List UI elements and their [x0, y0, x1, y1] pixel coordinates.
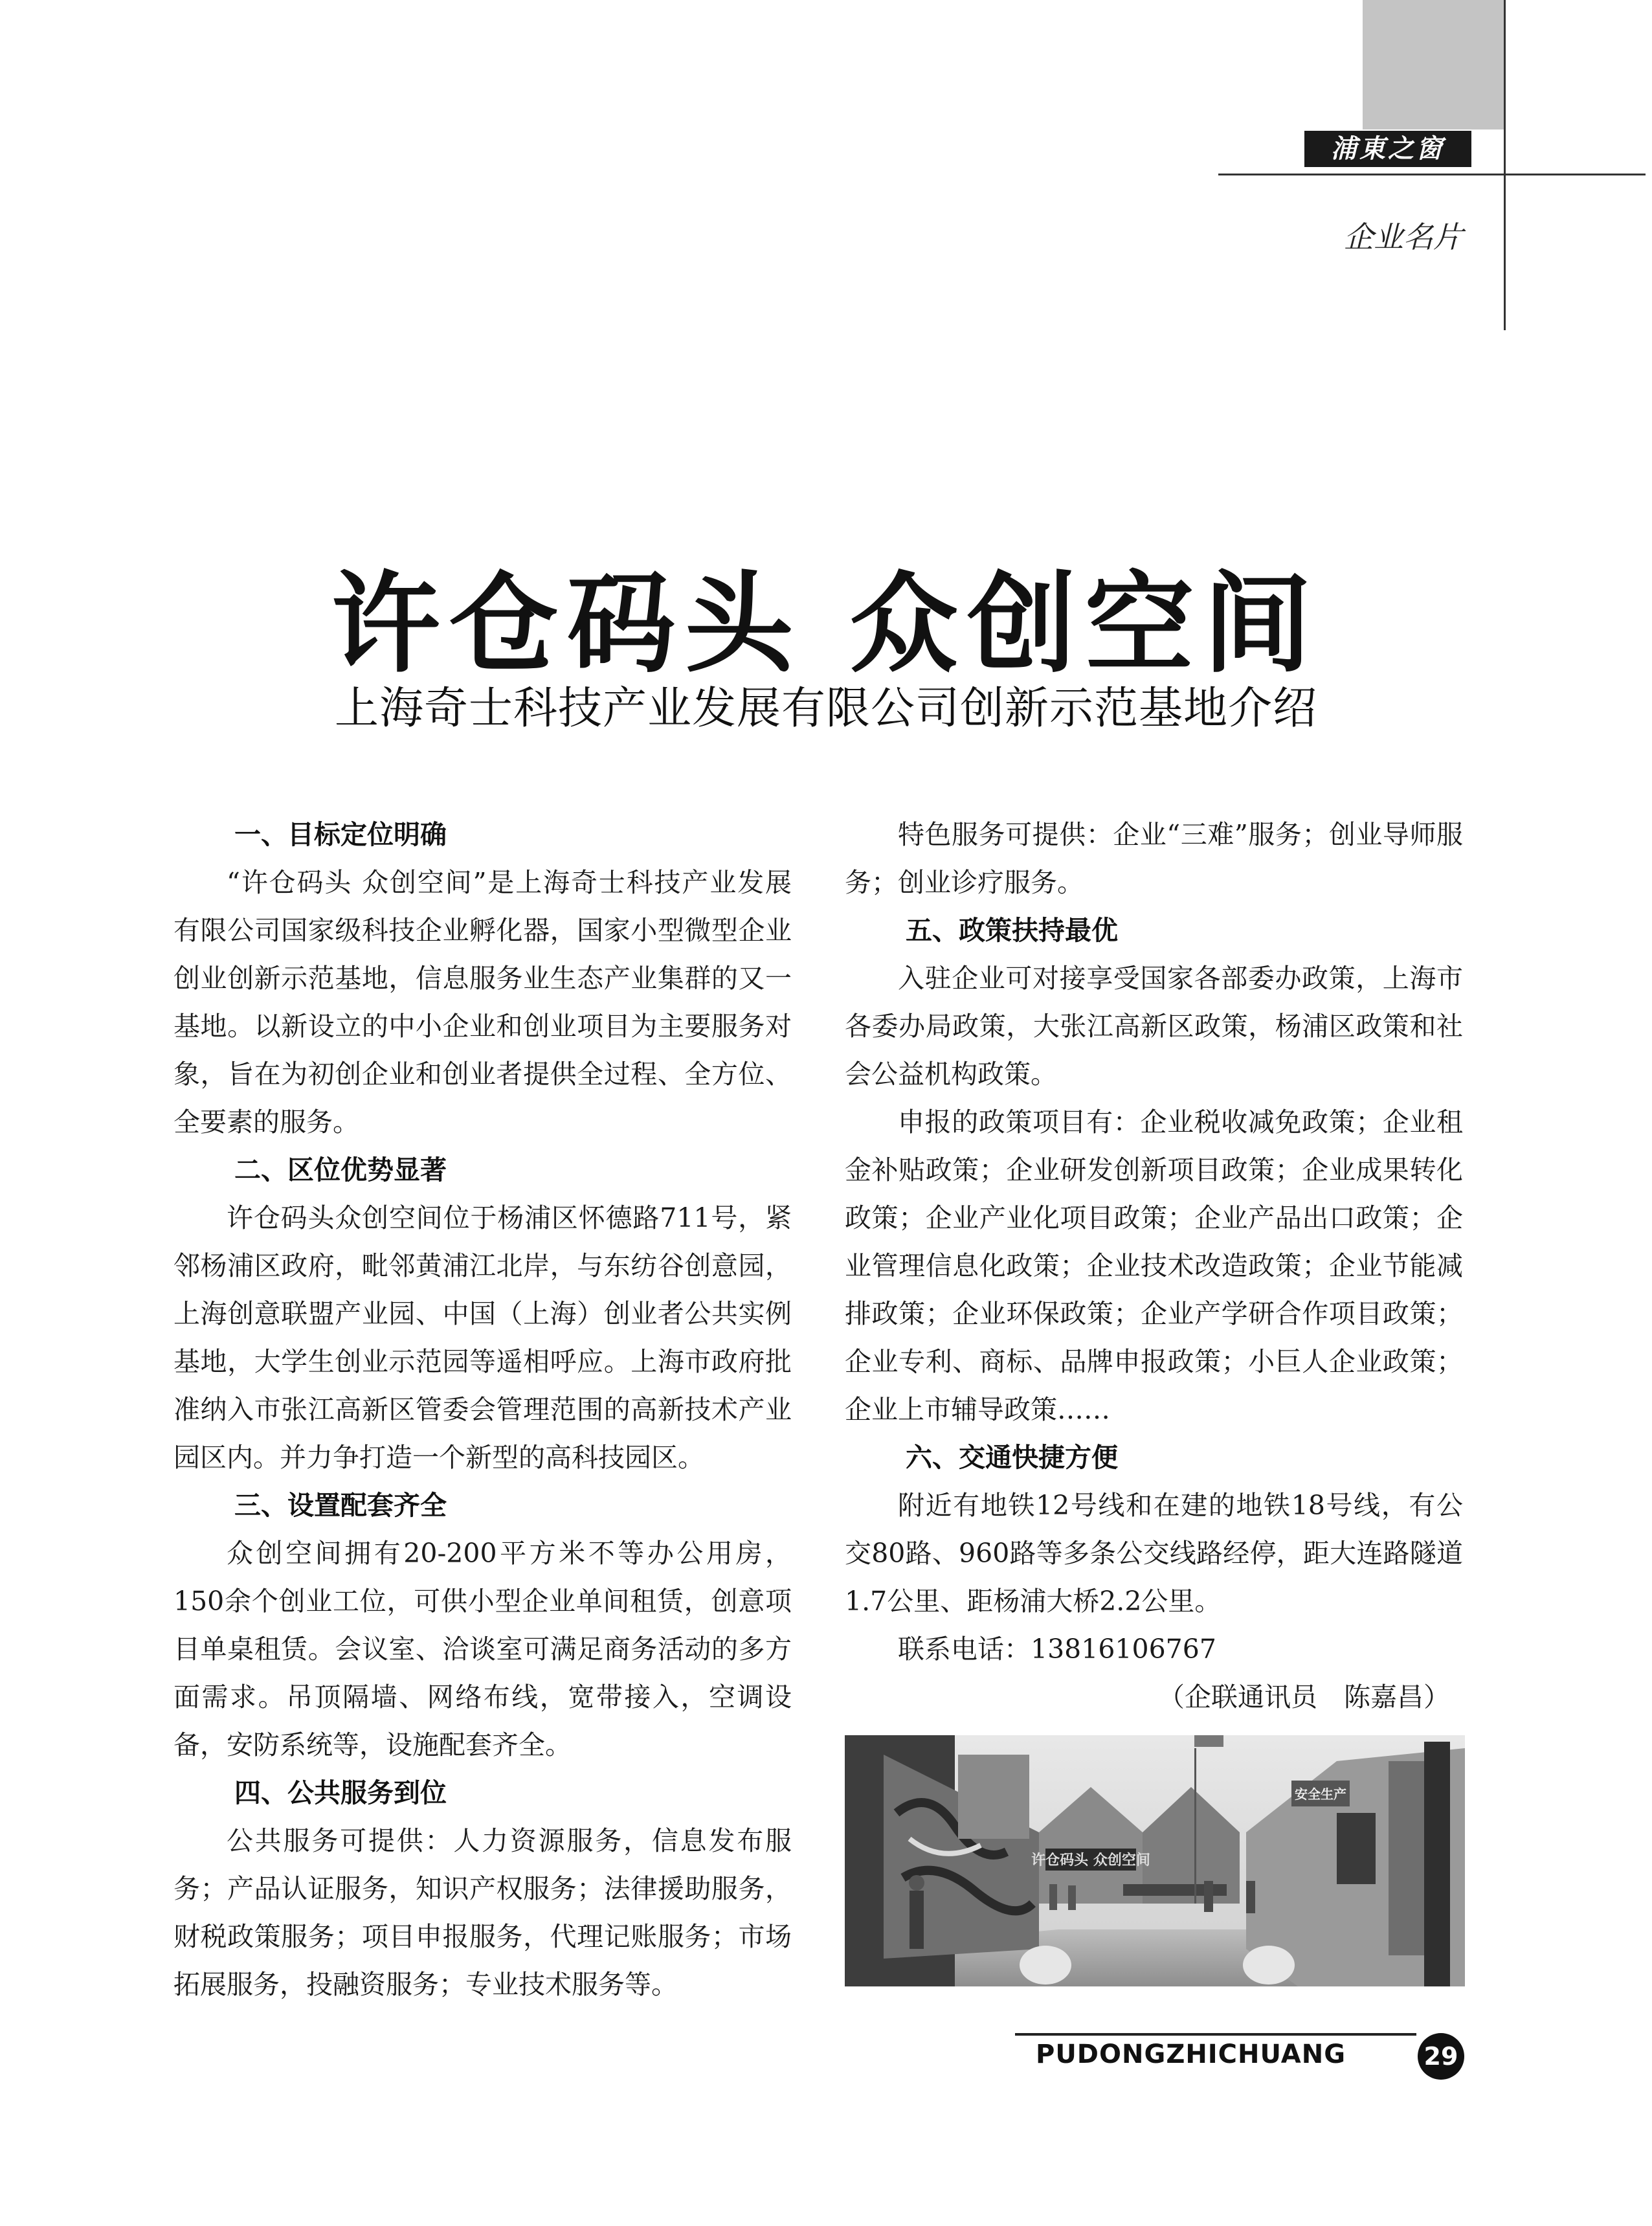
section-heading: 三、设置配套齐全: [234, 1490, 447, 1521]
left-column: [173, 811, 792, 2008]
article-subtitle: 上海奇士科技产业发展有限公司创新示范基地介绍: [334, 683, 1317, 734]
footer-rule: [1015, 2033, 1416, 2036]
section-heading: 二、区位优势显著: [234, 1154, 447, 1186]
photo-sign-text: 许仓码头 众创空间: [1031, 1852, 1150, 1869]
page-number: 29: [1418, 2033, 1464, 2080]
photo-wall-sign: 安全生产: [1295, 1786, 1346, 1802]
contact-phone: 联系电话：13816106767: [898, 1634, 1216, 1665]
body-paragraph: 众创空间拥有20-200平方米不等办公用房，150余个创业工位，可供小型企业单间租赁，创意项目单桌租赁。会议室、洽谈室可满足商务活动的多方面需求。吊顶隔墙、网络布线，宽带接入，空调设备，安防系统等，设施配套齐全。: [173, 1538, 792, 1760]
header-horizontal-rule: [1218, 174, 1646, 175]
section-heading: 五、政策扶持最优: [906, 915, 1118, 946]
body-paragraph: “许仓码头 众创空间”是上海奇士科技产业发展有限公司国家级科技企业孵化器，国家小型微型企业创业创新示范基地，信息服务业生态产业集群的又一基地。以新设立的中小企业和创业项目为主要服务对象，旨在为初创企业和创业者提供全过程、全方位、全要素的服务。: [173, 867, 792, 1138]
section-label: 企业名片: [1344, 219, 1463, 254]
body-paragraph: 特色服务可提供：企业“三难”服务；创业导师服务；创业诊疗服务。: [845, 819, 1463, 898]
section-heading: 四、公共服务到位: [234, 1777, 447, 1808]
section-heading: 一、目标定位明确: [234, 819, 447, 850]
header-gray-tab: [1363, 0, 1505, 129]
courtyard-photo: [845, 1735, 1465, 1986]
author-credit: （企联通讯员 陈嘉昌）: [1158, 1681, 1450, 1713]
header-vertical-rule: [1504, 0, 1506, 330]
body-paragraph: 申报的政策项目有：企业税收减免政策；企业租金补贴政策；企业研发创新项目政策；企业成果转化政策；企业产业化项目政策；企业产品出口政策；企业管理信息化政策；企业技术改造政策；企业节能减排政策；企业环保政策；企业产学研合作项目政策；企业专利、商标、品牌申报政策；小巨人企业政策；企业上市辅导政策……: [845, 1107, 1463, 1425]
magazine-logo: 浦東之窗: [1304, 131, 1471, 167]
section-heading: 六、交通快捷方便: [906, 1442, 1118, 1473]
right-column: [845, 811, 1463, 1721]
magazine-name: PUDONGZHICHUANG: [1036, 2040, 1346, 2069]
body-paragraph: 入驻企业可对接享受国家各部委办政策，上海市各委办局政策，大张江高新区政策，杨浦区政策和社会公益机构政策。: [845, 963, 1463, 1090]
body-paragraph: 附近有地铁12号线和在建的地铁18号线，有公交80路、960路等多条公交线路经停，距大连路隧道1.7公里、距杨浦大桥2.2公里。: [845, 1490, 1463, 1617]
article-title: 许仓码头 众创空间: [331, 561, 1321, 688]
body-paragraph: 许仓码头众创空间位于杨浦区怀德路711号，紧邻杨浦区政府，毗邻黄浦江北岸，与东纺谷创意园，上海创意联盟产业园、中国（上海）创业者公共实例基地，大学生创业示范园等遥相呼应。上海市政府批准纳入市张江高新区管委会管理范围的高新技术产业园区内。并力争打造一个新型的高科技园区。: [173, 1202, 792, 1473]
body-paragraph: 公共服务可提供：人力资源服务，信息发布服务；产品认证服务，知识产权服务；法律援助服务，财税政策服务；项目申报服务，代理记账服务；市场拓展服务，投融资服务；专业技术服务等。: [173, 1825, 792, 2000]
